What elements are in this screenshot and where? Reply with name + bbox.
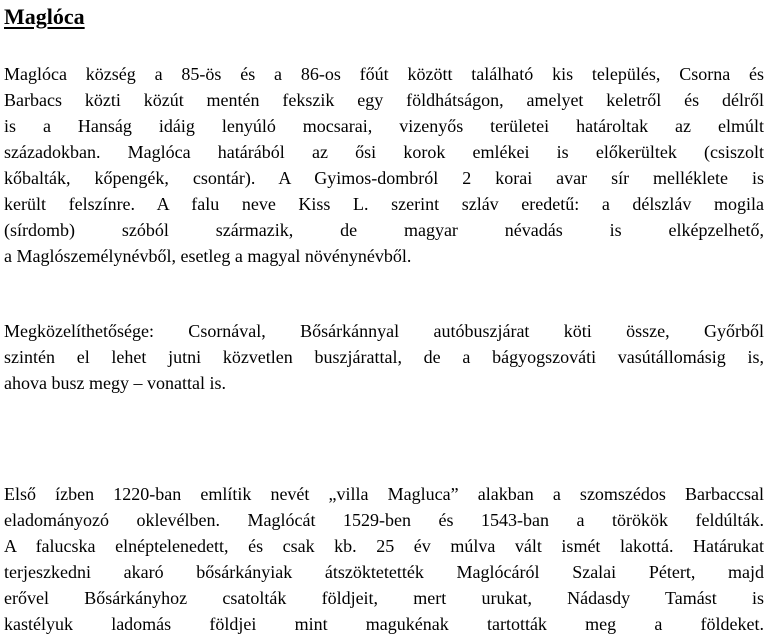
text-line: kőbalták, kőpengék, csontár). A Gyimos-dombról 2 korai avar sír melléklete is	[4, 168, 764, 188]
text-line: (sírdomb) szóból származik, de magyar névadás is elképzelhető,	[4, 220, 764, 240]
text-line: Barbacs közti közút mentén fekszik egy földhátságon, amelyet keletről és délről	[4, 90, 764, 110]
text-line: szintén el lehet jutni közvetlen buszjárattal, de a bágyogszováti vasútállomásig is,	[4, 347, 764, 367]
text-line: A falucska elnéptelenedett, és csak kb. 25 év múlva vált ismét lakottá. Határukat	[4, 536, 764, 556]
text-line: Maglóca község a 85-ös és a 86-os főút között található kis település, Csorna és	[4, 64, 764, 84]
text-line: erővel Bősárkányhoz csatolták földjeit, mert urukat, Nádasdy Tamást is	[4, 588, 764, 608]
text-line: kastélyuk ladomás földjei mint magukénak tartották meg a földeket.	[4, 614, 764, 634]
document-title: Maglóca	[4, 4, 85, 29]
paragraph-intro	[4, 61, 764, 269]
paragraph-history	[4, 481, 764, 637]
text-line: Megközelíthetősége: Csornával, Bősárkánnyal autóbuszjárat köti össze, Győrből	[4, 321, 764, 341]
text-line: terjeszkedni akaró bősárkányiak átszöktetették Maglócáról Szalai Pétert, majd	[4, 562, 764, 582]
text-line: eladományozó oklevélben. Maglócát 1529-ben és 1543-ban a törökök feldúlták.	[4, 510, 764, 530]
text-line: a Maglószemélynévből, esetleg a magyal növénynévből.	[4, 246, 412, 266]
text-line: Első ízben 1220-ban említik nevét „villa Magluca” alakban a szomszédos Barbaccsal	[4, 484, 764, 504]
text-line: is a Hanság idáig lenyúló mocsarai, vizenyős területei határoltak az elmúlt	[4, 116, 764, 136]
text-line: került felszínre. A falu neve Kiss L. szerint szláv eredetű: a délszláv mogila	[4, 194, 764, 214]
paragraph-access	[4, 318, 764, 396]
text-line: ahova busz megy – vonattal is.	[4, 373, 226, 393]
text-line: századokban. Maglóca határából az ősi korok emlékei is előkerültek (csiszolt	[4, 142, 764, 162]
